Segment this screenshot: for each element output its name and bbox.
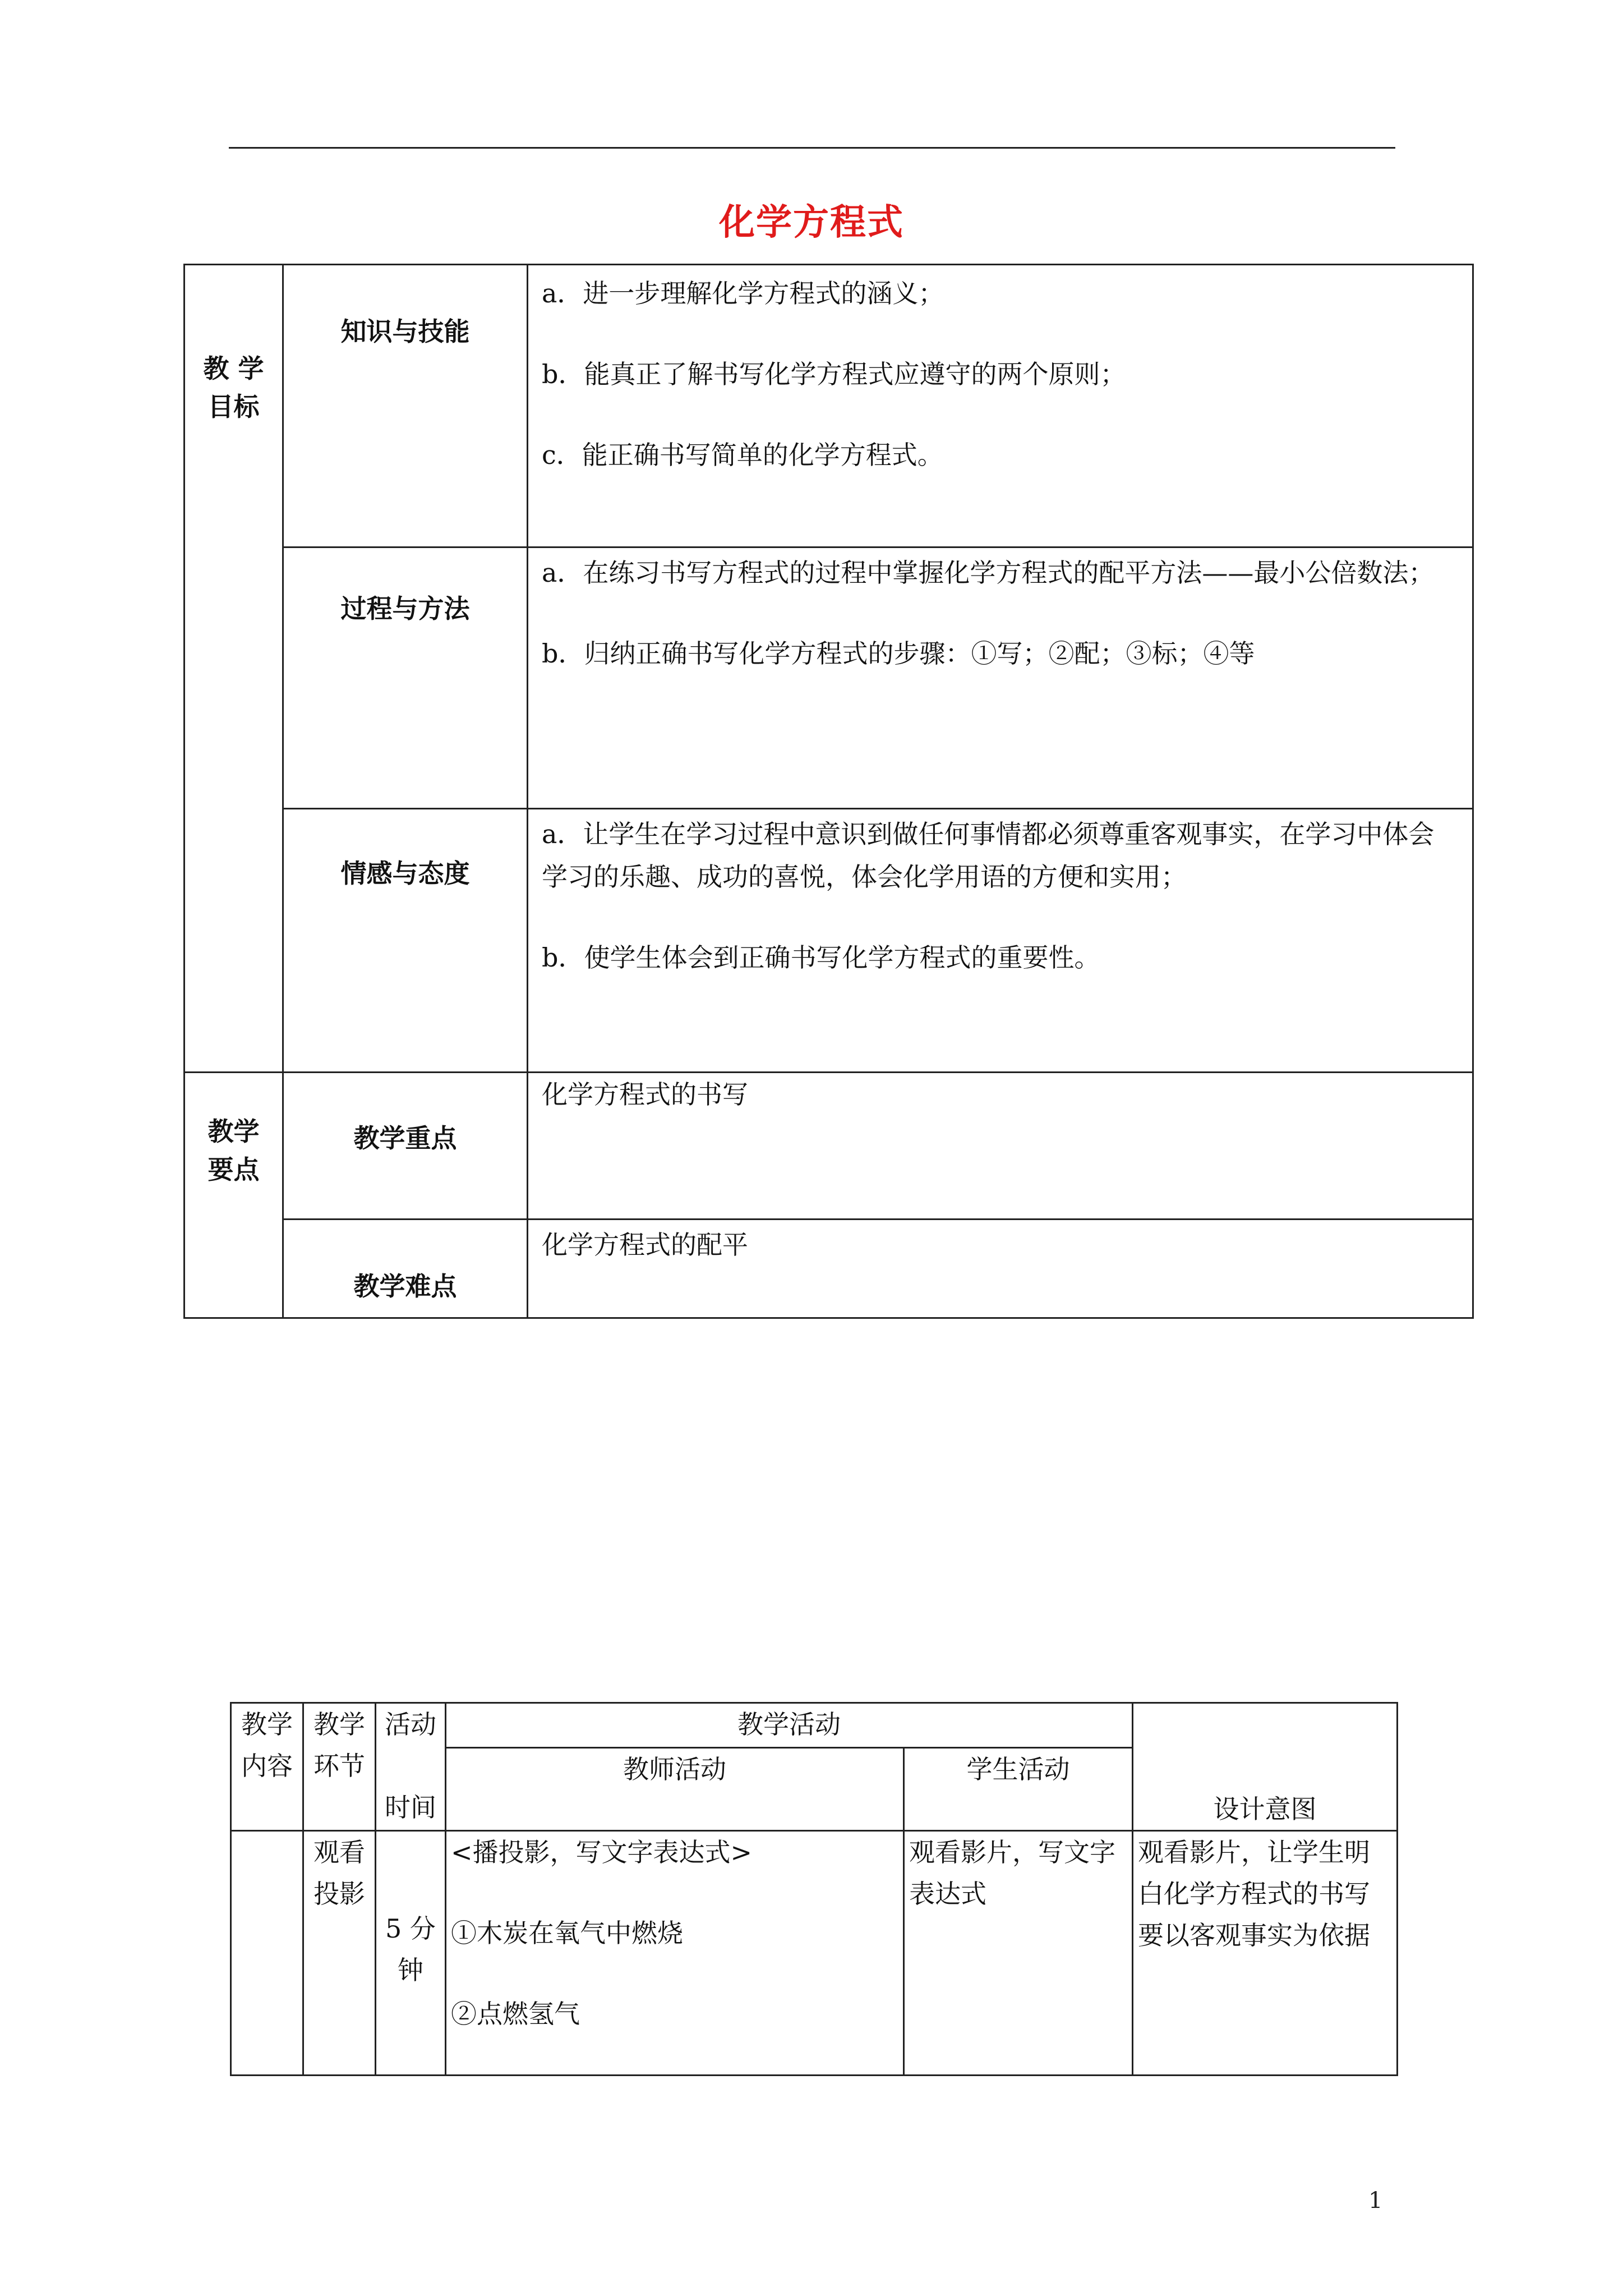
process-content xyxy=(528,547,1473,809)
header-stage-line1: 教学 xyxy=(313,1709,365,1740)
row-teacher-line3: ②点燃氢气 xyxy=(451,1999,580,2029)
row-stage-line1: 观看 xyxy=(313,1837,365,1867)
row-intent xyxy=(1133,1831,1398,2076)
row-student-line2: 表达式 xyxy=(909,1879,986,1909)
emotion-label-cell xyxy=(283,809,528,1073)
key-point-content-cell xyxy=(528,1073,1473,1220)
row-content xyxy=(231,1831,303,2076)
key-point-label-cell xyxy=(283,1073,528,1220)
category-goals-line1: 教 学 xyxy=(203,353,264,384)
row-stage-line2: 投影 xyxy=(313,1879,365,1909)
header-content-line2: 内容 xyxy=(241,1751,293,1781)
emotion-label: 情感与态度 xyxy=(340,858,470,889)
row-teacher-line2: ①木炭在氧气中燃烧 xyxy=(451,1918,683,1948)
process-label-cell xyxy=(283,547,528,809)
header-intent: 设计意图 xyxy=(1133,1703,1398,1831)
row-intent-line2: 白化学方程式的书写 xyxy=(1138,1879,1370,1909)
knowledge-label: 知识与技能 xyxy=(340,316,470,347)
row-intent-line1: 观看影片，让学生明 xyxy=(1138,1837,1370,1867)
row-student xyxy=(904,1831,1133,2076)
header-content xyxy=(231,1703,303,1831)
header-stage xyxy=(303,1703,376,1831)
header-student: 学生活动 xyxy=(904,1748,1133,1831)
page-number: 1 xyxy=(1368,2188,1383,2214)
category-goals xyxy=(185,265,283,1073)
difficult-point-content: 化学方程式的配平 xyxy=(542,1230,748,1260)
key-point-label: 教学重点 xyxy=(353,1123,457,1153)
row-teacher-line1: <播投影，写文字表达式> xyxy=(451,1837,753,1867)
objectives-table xyxy=(183,264,1474,1319)
row-time xyxy=(376,1831,446,2076)
knowledge-label-cell xyxy=(283,265,528,547)
header-stage-line2: 环节 xyxy=(313,1751,365,1781)
document-title: 化学方程式 xyxy=(719,201,904,243)
table-row xyxy=(231,1831,1398,2076)
emotion-item-b: b．使学生体会到正确书写化学方程式的重要性。 xyxy=(542,942,1100,973)
process-label: 过程与方法 xyxy=(340,593,470,624)
emotion-item-a: a．让学生在学习过程中意识到做任何事情都必须尊重客观事实，在学习中体会学习的乐趣、成功的喜悦，体会化学用语的方便和实用； xyxy=(542,819,1435,892)
difficult-point-label-cell xyxy=(283,1220,528,1318)
row-time-line1: 5 分 xyxy=(385,1913,436,1944)
category-goals-line2: 目标 xyxy=(208,392,260,422)
process-item-b: b．归纳正确书写化学方程式的步骤：①写；②配；③标；④等 xyxy=(542,638,1255,669)
difficult-point-label: 教学难点 xyxy=(353,1271,457,1301)
key-point-content: 化学方程式的书写 xyxy=(542,1079,748,1110)
header-rule xyxy=(229,147,1395,149)
header-time-line1: 活动 xyxy=(385,1709,436,1740)
row-stage xyxy=(303,1831,376,2076)
header-activities: 教学活动 xyxy=(446,1703,1133,1748)
knowledge-content xyxy=(528,265,1473,547)
emotion-content xyxy=(528,809,1473,1073)
row-student-line1: 观看影片，写文字 xyxy=(909,1837,1115,1867)
header-content-line1: 教学 xyxy=(241,1709,293,1740)
knowledge-item-c: c．能正确书写简单的化学方程式。 xyxy=(542,440,943,470)
process-item-a: a．在练习书写方程式的过程中掌握化学方程式的配平方法——最小公倍数法； xyxy=(542,558,1435,588)
category-points-line2: 要点 xyxy=(208,1154,260,1185)
row-time-line2: 钟 xyxy=(398,1955,423,1985)
header-time-line2: 时间 xyxy=(385,1792,436,1823)
row-intent-line3: 要以客观事实为依据 xyxy=(1138,1920,1370,1950)
category-points-line1: 教学 xyxy=(208,1116,260,1147)
header-teacher: 教师活动 xyxy=(446,1748,904,1831)
activities-table xyxy=(230,1702,1398,2076)
header-time xyxy=(376,1703,446,1831)
difficult-point-content-cell xyxy=(528,1220,1473,1318)
knowledge-item-a: a．进一步理解化学方程式的涵义； xyxy=(542,278,944,309)
category-points xyxy=(185,1073,283,1318)
knowledge-item-b: b．能真正了解书写化学方程式应遵守的两个原则； xyxy=(542,359,1126,389)
row-teacher xyxy=(446,1831,904,2076)
